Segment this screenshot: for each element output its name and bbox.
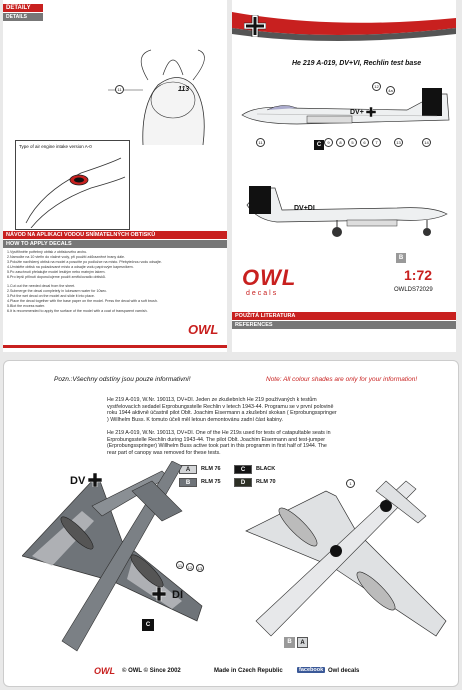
callout-1: 1 [346, 479, 355, 488]
references-header-en: REFERENCES [232, 321, 456, 329]
owl-logo-sub: decals [246, 290, 279, 297]
instructions-en [7, 284, 223, 314]
callout-13: 13 [197, 566, 203, 571]
profile-title: He 219 A-019, DV+VI, Rechlin test base [292, 60, 422, 67]
owl-logo-small: OWL [188, 322, 219, 337]
fuselage-cross-icon [366, 107, 376, 117]
top-view-drawing [22, 461, 212, 661]
legend-swatch-C: C [234, 465, 252, 474]
instruction-line: 5.Po zaschnutí přelakujte model lesklým nebo matným lakem. [7, 270, 106, 274]
owl-logo: OWL [242, 265, 297, 290]
footer-copyright: © OWL © Since 2002 [122, 668, 181, 674]
details-header-cz: DETAILY [3, 4, 43, 12]
callout-12: 12 [187, 565, 193, 570]
color-box-A: A [297, 637, 308, 648]
callout-11: 11 [115, 85, 124, 94]
legend-label-A: RLM 76 [201, 466, 221, 472]
footer-owl-logo: OWL [94, 666, 115, 676]
instructions-cz [7, 250, 223, 280]
legend-swatch-A: A [179, 465, 197, 474]
instruction-line: 3.Položte navlhčený obtisk na model a posuňte po podložce na místo. Přebytečnou vodu odsajte. [7, 260, 162, 264]
wing-cross-icon [152, 587, 166, 601]
instructions-header-en: HOW TO APPLY DECALS [3, 240, 227, 248]
callout-13: 13 [394, 138, 403, 147]
instruction-line: 2.Submerge the decal completely in lukewarm water for 10sec. [7, 289, 108, 293]
callout-7: 7 [372, 138, 381, 147]
facebook-label: Owl decals [328, 668, 360, 674]
facebook-badge[interactable]: facebook [299, 667, 324, 673]
nose-marking: 113 [178, 86, 190, 93]
references-header-cz: POUŽITÁ LITERATURA [232, 312, 456, 320]
callout-14: 14 [422, 138, 431, 147]
callout-4a: 4a [386, 86, 395, 95]
wing-code-right: DI [172, 589, 183, 601]
instruction-line: 2.Namočte na 10 vteřin do vlažné vody, při použití zdůrazněné hrany dále. [7, 255, 125, 259]
painting-guide-panel [3, 360, 459, 687]
legend-swatch-B: B [179, 478, 197, 487]
instruction-line: 4.Umístěte obtisk na požadované místo a odsajte vodu papírovým kapesníkem. [7, 265, 134, 269]
side-profile-lower [237, 180, 452, 245]
instruction-line: 1.Vystřihněte potřebný obtisk z obtiskového archu. [7, 250, 88, 254]
note-cz: Pozn.:Všechny odstíny jsou pouze informativní! [54, 376, 191, 383]
nose-drawing [103, 45, 223, 155]
callout-11: 11 [177, 563, 183, 568]
details-panel [3, 0, 227, 352]
legend-label-D: RLM 70 [256, 479, 276, 485]
callout-11: 11 [256, 138, 265, 147]
intake-caption: Type of air engine intake version A-0 [19, 144, 92, 149]
legend-label-C: BLACK [256, 466, 276, 472]
wing-code-left: DV [70, 475, 86, 487]
color-box-C: C [314, 140, 324, 150]
callout-9: 9 [324, 138, 333, 147]
legend-swatch-D: D [234, 478, 252, 487]
description-cz: He 219 A-019, W.Nr. 190113, DV+DI. Jeden ze zkušebních He 219 používaných k testům vystřelovacích sedadel Erprobungsstelle Rechlin v letech 1943-44. Programu se v první polovině roku 1944 aktivně účastnil pilot Oblt. Joachim Eisermann a zkušební skokan ( Erprobungsspringer ) Willhelm Buss. K tomuto účeli měl letoun demontovánu zadní část kabiny. [107, 397, 337, 423]
callout-6: 6 [360, 138, 369, 147]
scale-label: 1:72 [404, 267, 433, 283]
intake-drawing [21, 153, 126, 228]
callout-5: 5 [348, 138, 357, 147]
intake-detail-box [15, 140, 130, 230]
instruction-line: 4.Place the decal together with the base paper on the model. Press the decal with a soft brush. [7, 299, 158, 303]
product-code: OWLDS72029 [394, 287, 433, 293]
instruction-line: 3.Put the wet decal on the model and slide it into place. [7, 294, 95, 298]
note-en: Note: All colour shades are only for your information! [266, 376, 418, 383]
description-en: He 219 A-019, W.Nr. 190113, DV+DI. One of the He 219s used for tests of catapultable seats in Erprobungsstelle Rechlin during 1943-44. The pilot Oblt. Joachim Eisermann and test-jumper (Erprobungsspringer) Willhelm Buss active took part in this programm in first half of 1944. The rear part of canopy was removed for these tests. [107, 430, 331, 456]
callout-12: 12 [372, 82, 381, 91]
callout-8: 8 [336, 138, 345, 147]
instruction-line: 6.Pro lepší přilnutí doporučujeme použít změkčovadlo obtisků. [7, 275, 106, 279]
color-box-B: B [396, 253, 406, 263]
balkenkreuz-icon [244, 15, 266, 37]
underside-view-drawing [236, 471, 451, 651]
instruction-line: 6.It is recommended to apply the surface of the model with a coat of transparent varnish. [7, 309, 148, 313]
legend-label-B: RLM 75 [201, 479, 221, 485]
wing-cross-icon [88, 473, 102, 487]
instruction-line: 5.Blot the excess water. [7, 304, 45, 308]
instructions-header-cz: NÁVOD NA APLIKACI VODOU SNÍMATELNÝCH OBTISKŮ [3, 231, 227, 239]
color-box-B: B [284, 637, 295, 648]
side-code-upper: DV+ [350, 109, 364, 116]
side-code-lower: DV+DI [294, 205, 315, 212]
instruction-line: 1.Cut out the needed decal from the sheet. [7, 284, 76, 288]
footer-made-in: Made in Czech Republic [214, 668, 283, 674]
profile-panel [232, 0, 456, 352]
details-header-en: DETAILS [3, 13, 43, 21]
color-box-C: C [142, 619, 154, 631]
bottom-stripe [3, 345, 227, 348]
